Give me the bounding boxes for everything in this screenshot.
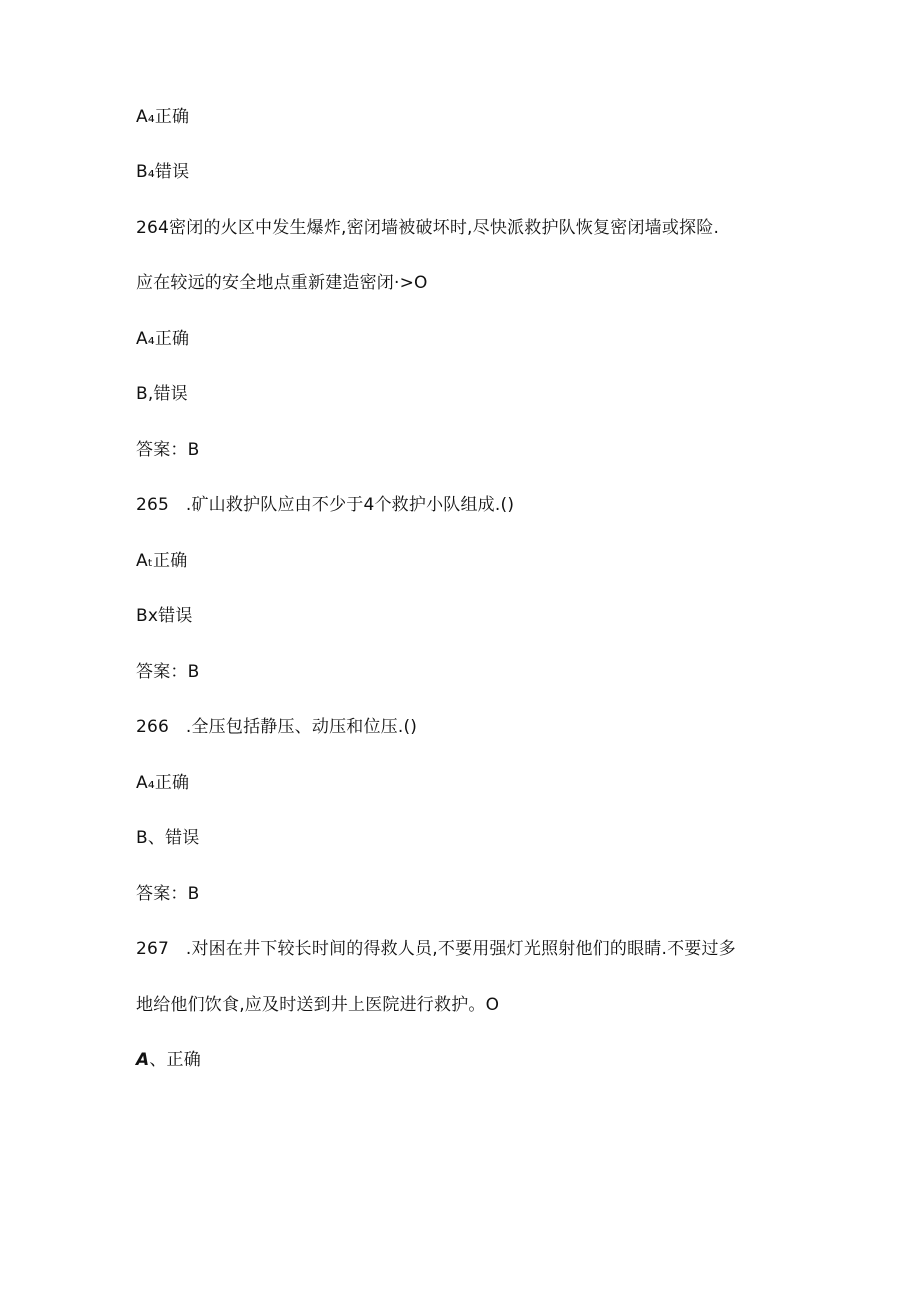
answer-line: 答案：B <box>136 440 200 460</box>
question-266-text: 266 .全压包括静压、动压和位压.() <box>136 717 418 737</box>
question-267-text: 267 .对困在井下较长时间的得救人员,不要用强灯光照射他们的眼睛.不要过多 <box>136 939 736 959</box>
option-a-correct: A₄正确 <box>136 329 190 349</box>
option-a-correct: Aₜ正确 <box>136 551 188 571</box>
option-letter: A <box>136 1050 150 1070</box>
option-text: 、正确 <box>149 1050 201 1070</box>
option-b-wrong: Bx错误 <box>136 606 193 626</box>
option-b-wrong: B₄错误 <box>136 162 190 182</box>
option-a-correct: A₄正确 <box>136 773 190 793</box>
option-a-correct: A₄正确 <box>136 107 190 127</box>
option-b-wrong: B、错误 <box>136 828 200 848</box>
question-265-text: 265 .矿山救护队应由不少于4个救护小队组成.() <box>136 495 515 515</box>
option-b-wrong: B,错误 <box>136 384 188 404</box>
question-264-text-continued: 应在较远的安全地点重新建造密闭·>O <box>136 273 428 293</box>
answer-line: 答案：B <box>136 662 200 682</box>
question-264-text: 264密闭的火区中发生爆炸,密闭墙被破坏时,尽快派救护队恢复密闭墙或探险. <box>136 218 720 238</box>
option-a-correct <box>136 1049 201 1071</box>
question-267-text-continued: 地给他们饮食,应及时送到井上医院进行救护。O <box>136 995 500 1015</box>
answer-line: 答案：B <box>136 884 200 904</box>
